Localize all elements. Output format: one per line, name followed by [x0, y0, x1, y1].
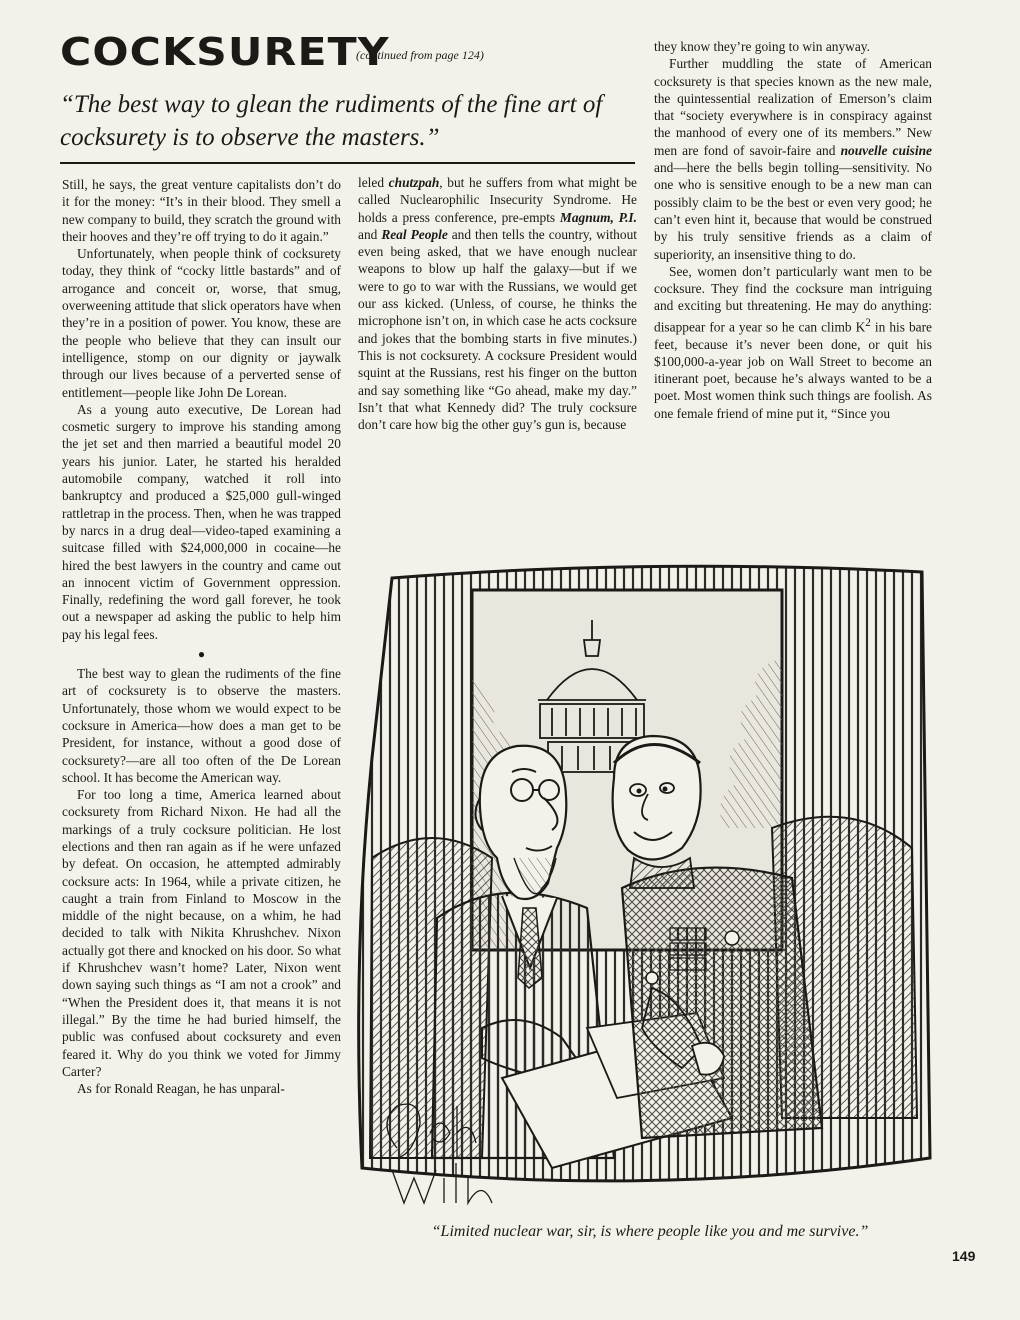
text-column-2 [358, 174, 637, 433]
paragraph: See, women don’t particularly want men to be cocksure. They find the cocksure man intriguing and exciting but threatening. He may do anything: disappear for a year so he can climb $K^2$ in his bare feet, because it’s never been done, or quit his $100,000-a-year job on Wall Street to become an itinerant poet, because he’s always wanted to be a poet. Most women think such things are foolish. As one female friend of mine put it, “Since you [654, 263, 932, 421]
italic-term: chutzpah [388, 175, 440, 190]
tv-show-title: Real People [381, 226, 448, 242]
paragraph: The best way to glean the rudiments of the fine art of cocksurety is to observe the masters. Unfortunately, those whom we would expect to be cocksure in America—how does a man get to be President, for instance, without a good dose of cocksurety?—are all too often of the De Lorean school. It has become the American way. [62, 666, 341, 785]
article-title: COCKSURETY [60, 30, 390, 74]
italic-term: nouvelle cuisine [840, 142, 932, 158]
paragraph: For too long a time, America learned about cocksurety from Richard Nixon. He had all the markings of a truly cocksure politician. He lost elections and then ran again as if he were unfazed by defeat. On occasion, he attempted admirably cocksure acts: In 1964, while a private citizen, he caught a train from Finland to Moscow in the middle of the night because, on a whim, he had decided to talk with Nikita Khrushchev. Nixon actually got there and knocked on his door. So what if Khrushchev wasn’t home? Later, Nixon went down saying such things as “I am not a crook” and “When the President does it, that means it is not illegal.” By the time he had buried himself, the public was confused about cocksurety and even feared it. Why do you think we voted for Jimmy Carter? [62, 787, 341, 1079]
cartoon-caption: “Limited nuclear war, sir, is where people like you and me survive.” [431, 1223, 869, 1240]
text-column-3 [654, 38, 932, 422]
continued-note: (continued from page 124) [356, 48, 484, 62]
paragraph: Unfortunately, when people think of cocksurety today, they think of “cocky little bastards” and of arrogance and conceit or, worse, that smug, overweening attitude that slick operators have when they’re in a position of power. You know, these are the people who believe that they can insult our intelligence, stomp on our dignity or jaywalk through our lives because of a perverted sense of entitlement—people like John De Lorean. [62, 246, 341, 400]
paragraph: leled chutzpah, but he suffers from what might be called Nuclearophilic Insecurity Syndrome. He holds a press conference, pre-empts Magnum, P.I. and Real People and then tells the country, without even being asked, that we have enough nuclear weapons to blow up half the galaxy—but if we were to go to war with the Russians, we would get our ass kicked. (Unless, of course, he thinks the microphone isn’t on, in which case he acts cocksure and jokes that the bombing starts in five minutes.) This is not cocksurety. A cocksure President would squint at the Russians, rest his finger on the button and say something like “Go ahead, make my day.” Isn’t that what Kennedy did? The truly cocksure don’t care how big the other guy’s gun is, because [358, 175, 638, 433]
paragraph: they know they’re going to win anyway. [654, 39, 870, 54]
page-number: 149 [952, 1248, 976, 1264]
superscript: 2 [865, 316, 871, 329]
text-column-1 [62, 176, 341, 1097]
cartoon-illustration [352, 558, 947, 1218]
paragraph: Still, he says, the great venture capitalists don’t do it for the money: “It’s in their blood. They smell a new company to build, they scratch the ground with their hooves and they’re off trying to do it again.” [62, 177, 341, 244]
paragraph: As for Ronald Reagan, he has unparal- [77, 1081, 285, 1097]
paragraph: Further muddling the state of American cocksurety is that species known as the new male, the quintessential realization of Emerson’s claim that “society everywhere is in conspiracy against the manhood of every one of its members.” New men are fond of savoir-faire and nouvelle cuisine and—here the bells begin tolling—sensitivity. No one who is sensitive enough to be a new man can possibly claim to be the best or even very good; he can’t even hint it, because that would be construed by his truly sensitive friends as a claim of superiority, an insensitive thing to do. [654, 56, 932, 262]
paragraph: As a young auto executive, De Lorean had cosmetic surgery to improve his standing among the jet set and then married a beautiful model 20 years his junior. Later, he started his heralded automobile company, watched it roll into bankruptcy and produced a $25,000 gull-winged rattletrap in the process. Then, when he was trapped by narcs in a drug deal—video-taped examining a suitcase filled with $24,000,000 in cocaine—he hired the best lawyers in the country and came out an innocent victim of Government oppression. Finally, redefining the word gall forever, he took out a newspaper ad asking the public to help him pay his legal fees. [62, 401, 341, 642]
article-heading [60, 30, 630, 74]
tv-show-title: Magnum, P.I. [559, 209, 637, 225]
pull-quote: “The best way to glean the rudiments of the fine art of cocksurety is to observe the masters.” [60, 88, 635, 164]
section-bullet: ● [197, 647, 206, 662]
